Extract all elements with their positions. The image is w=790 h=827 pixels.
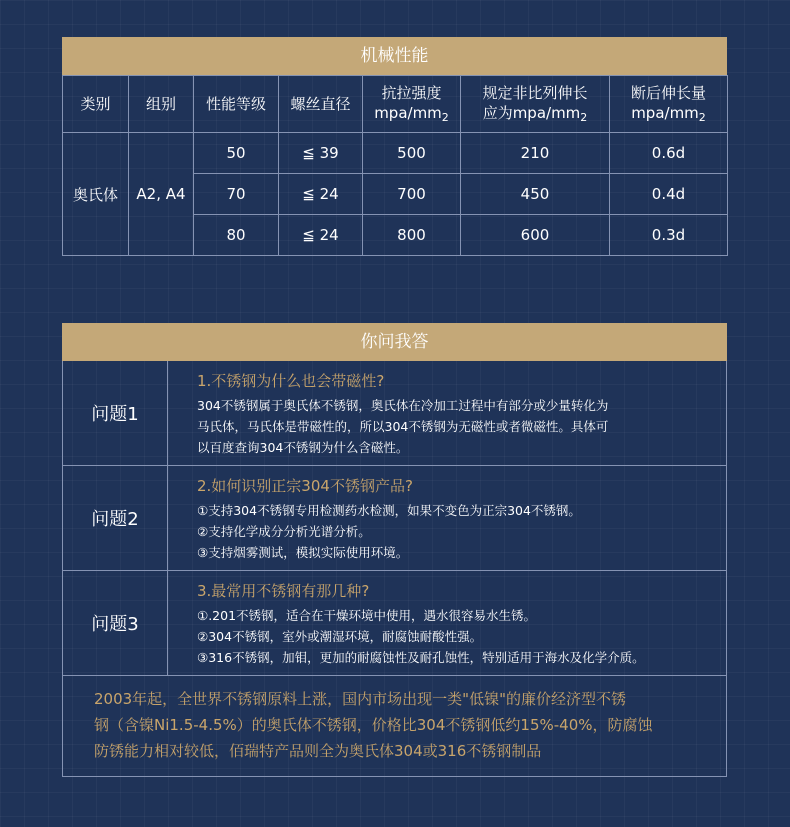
header-proof-line2 — [461, 103, 609, 125]
qa-body-1 — [168, 361, 726, 465]
qa-answer-line: ③316不锈钢，加钼，更加的耐腐蚀性及耐孔蚀性，特别适用于海水及化学介质。 — [197, 650, 645, 665]
cell-diameter: ≦ 24 — [279, 174, 363, 215]
cell-elongation: 0.3d — [610, 215, 728, 256]
header-tensile-sub: 2 — [441, 111, 449, 124]
header-elongation-sub: 2 — [698, 111, 706, 124]
cell-group: A2, A4 — [129, 133, 194, 256]
header-elongation-line2 — [610, 103, 727, 125]
header-grade: 性能等级 — [194, 76, 279, 133]
footnote-line: 2003年起，全世界不锈钢原料上涨，国内市场出现一类"低镍"的廉价经济型不锈 — [94, 690, 626, 708]
footnote-line: 防锈能力相对较低，佰瑞特产品则全为奥氏体304或316不锈钢制品 — [94, 742, 542, 760]
qa-item-3 — [62, 571, 727, 676]
mechanical-table — [62, 75, 728, 256]
qa-question-1: 1.不锈钢为什么也会带磁性? — [197, 372, 385, 390]
qa-question-3: 3.最常用不锈钢有那几种? — [197, 582, 370, 600]
cell-tensile: 700 — [363, 174, 461, 215]
cell-grade: 70 — [194, 174, 279, 215]
qa-item-2 — [62, 466, 727, 571]
cell-diameter: ≦ 24 — [279, 215, 363, 256]
header-tensile-line2 — [363, 103, 460, 125]
header-group: 组别 — [129, 76, 194, 133]
cell-diameter: ≦ 39 — [279, 133, 363, 174]
qa-answer-line: ②304不锈钢，室外或潮湿环境，耐腐蚀耐酸性强。 — [197, 629, 483, 644]
qa-answer-line: ①.201不锈钢，适合在干燥环境中使用，遇水很容易水生锈。 — [197, 608, 537, 623]
qa-title: 你问我答 — [62, 323, 727, 361]
header-proof-line1: 规定非比列伸长 — [482, 84, 588, 102]
header-tensile-line1: 抗拉强度 — [381, 84, 442, 102]
header-tensile-unit: mpa/mm — [374, 104, 442, 122]
cell-category: 奥氏体 — [63, 133, 129, 256]
header-diameter: 螺丝直径 — [279, 76, 363, 133]
cell-tensile: 800 — [363, 215, 461, 256]
cell-grade: 50 — [194, 133, 279, 174]
qa-answer-line: ③支持烟雾测试，模拟实际使用环境。 — [197, 545, 409, 560]
table-row — [63, 133, 728, 174]
qa-footnote — [62, 676, 727, 777]
qa-item-1 — [62, 361, 727, 466]
qa-panel — [62, 323, 727, 777]
cell-proof: 600 — [461, 215, 610, 256]
mechanical-panel — [62, 37, 727, 256]
header-category: 类别 — [63, 76, 129, 133]
header-elongation — [610, 76, 728, 133]
qa-answer-line: 以百度查询304不锈钢为什么含磁性。 — [197, 440, 409, 455]
qa-body-2 — [168, 466, 726, 570]
header-proof-sub: 2 — [580, 111, 588, 124]
qa-label-1: 问题1 — [63, 361, 168, 465]
header-elongation-unit: mpa/mm — [631, 104, 699, 122]
mechanical-title: 机械性能 — [62, 37, 727, 75]
qa-label-2: 问题2 — [63, 466, 168, 570]
header-elongation-line1: 断后伸长量 — [630, 84, 706, 102]
footnote-line: 钢（含镍Ni1.5-4.5%）的奥氏体不锈钢，价格比304不锈钢低约15%-40%，防腐蚀 — [94, 716, 653, 734]
table-header-row — [63, 76, 728, 133]
header-proof — [461, 76, 610, 133]
header-tensile — [363, 76, 461, 133]
cell-tensile: 500 — [363, 133, 461, 174]
qa-body-3 — [168, 571, 726, 675]
cell-elongation: 0.6d — [610, 133, 728, 174]
cell-proof: 210 — [461, 133, 610, 174]
qa-answer-line: 马氏体，马氏体是带磁性的，所以304不锈钢为无磁性或者微磁性。具体可 — [197, 419, 609, 434]
qa-answer-line: ①支持304不锈钢专用检测药水检测，如果不变色为正宗304不锈钢。 — [197, 503, 581, 518]
qa-label-3: 问题3 — [63, 571, 168, 675]
qa-answer-line: ②支持化学成分分析光谱分析。 — [197, 524, 371, 539]
cell-proof: 450 — [461, 174, 610, 215]
header-proof-unit: 应为mpa/mm — [482, 104, 581, 122]
cell-elongation: 0.4d — [610, 174, 728, 215]
qa-answer-line: 304不锈钢属于奥氏体不锈钢，奥氏体在冷加工过程中有部分或少量转化为 — [197, 398, 609, 413]
cell-grade: 80 — [194, 215, 279, 256]
qa-question-2: 2.如何识别正宗304不锈钢产品? — [197, 477, 413, 495]
